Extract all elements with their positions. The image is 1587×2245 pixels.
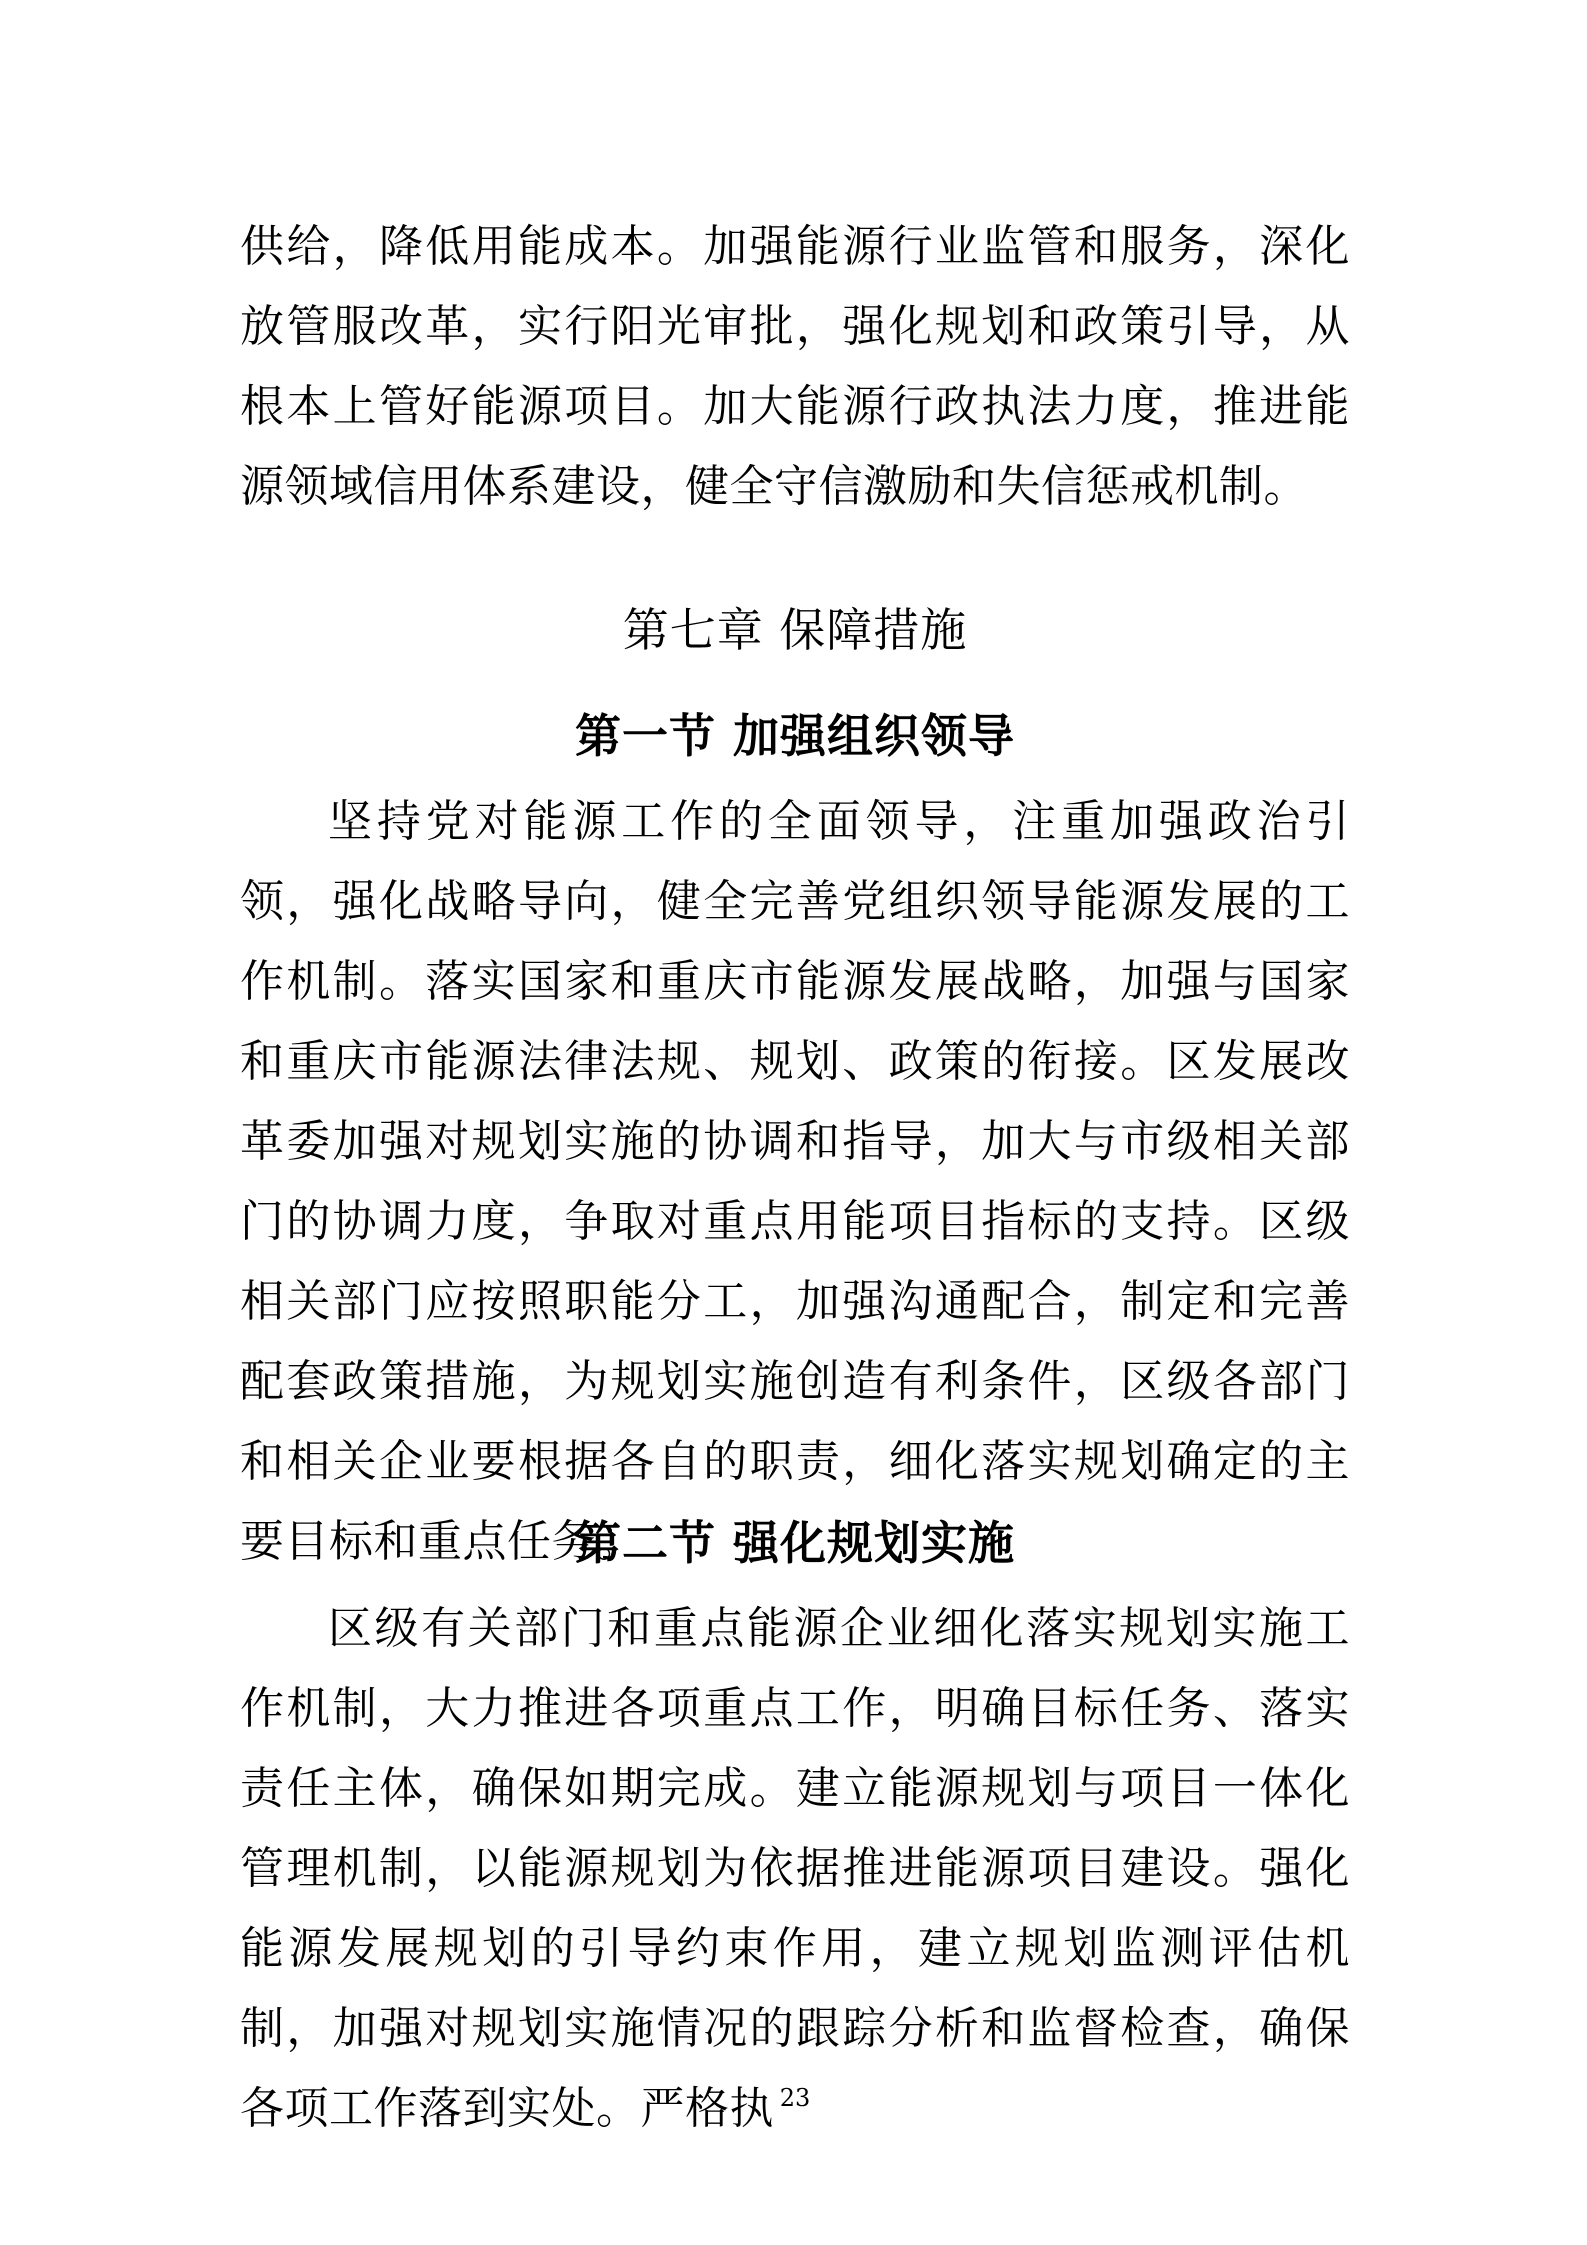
section-2-paragraph: 区级有关部门和重点能源企业细化落实规划实施工作机制，大力推进各项重点工作，明确目标任务、落实责任主体，确保如期完成。建立能源规划与项目一体化管理机制，以能源规划为依据推进能源项目建设。强化能源发展规划的引导约束作用，建立规划监测评估机制，加强对规划实施情况的跟踪分析和监督检查，确保各项工作落到实处。严格执 <box>240 1603 1350 2134</box>
section-title-1: 第一节 加强组织领导 <box>574 709 1015 763</box>
section-1-paragraph: 坚持党对能源工作的全面领导，注重加强政治引领，强化战略导向，健全完善党组织领导能源发展的工作机制。落实国家和重庆市能源发展战略，加强与国家和重庆市能源法律法规、规划、政策的衔接。区发展改革委加强对规划实施的协调和指导，加大与市级相关部门的协调力度，争取对重点用能项目指标的支持。区级相关部门应按照职能分工，加强沟通配合，制定和完善配套政策措施，为规划实施创造有利条件，区级各部门和相关企业要根据各自的职责，细化落实规划确定的主要目标和重点任务。 <box>240 796 1350 1567</box>
page-number: 23 <box>779 2084 811 2112</box>
body-paragraph: 供给，降低用能成本。加强能源行业监管和服务，深化放管服改革，实行阳光审批，强化规划和政策引导，从根本上管好能源项目。加大能源行政执法力度，推进能源领域信用体系建设，健全守信激励和失信惩戒机制。 <box>240 221 1350 512</box>
document-page <box>240 0 1350 2245</box>
section-title-2: 第二节 强化规划实施 <box>574 1516 1015 1570</box>
chapter-title: 第七章 保障措施 <box>622 603 968 657</box>
